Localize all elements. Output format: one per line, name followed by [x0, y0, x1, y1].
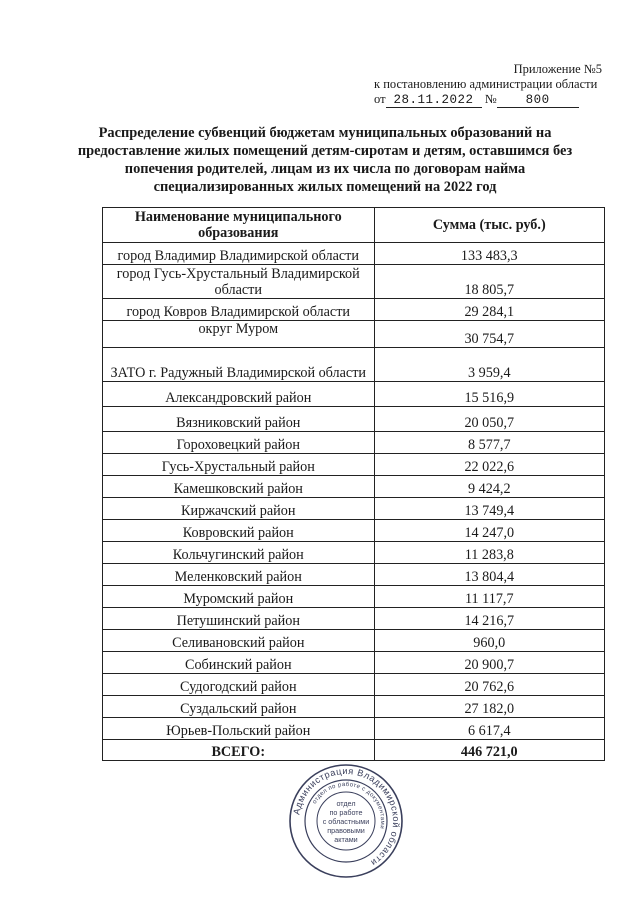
row-name: Собинский район [103, 652, 375, 674]
row-sum: 20 900,7 [374, 652, 604, 674]
row-sum: 8 577,7 [374, 432, 604, 454]
row-name: Селивановский район [103, 630, 375, 652]
stamp-center-line: по работе [329, 808, 363, 817]
resolution-date: 28.11.2022 [386, 94, 482, 108]
table-row [103, 243, 605, 265]
row-name: город Гусь-Хрустальный Владимирской области [103, 265, 375, 299]
table-row [103, 674, 605, 696]
table-row [103, 718, 605, 740]
row-sum: 3 959,4 [374, 348, 604, 382]
row-name: Кольчугинский район [103, 542, 375, 564]
table-row [103, 476, 605, 498]
row-name: город Владимир Владимирской области [103, 243, 375, 265]
table-row [103, 407, 605, 432]
table-row [103, 382, 605, 407]
table-row [103, 630, 605, 652]
table-total-row [103, 740, 605, 761]
row-sum: 14 216,7 [374, 608, 604, 630]
row-sum: 960,0 [374, 630, 604, 652]
row-name: Гороховецкий район [103, 432, 375, 454]
table-row [103, 348, 605, 382]
row-sum: 18 805,7 [374, 265, 604, 299]
table-row [103, 454, 605, 476]
table-row [103, 696, 605, 718]
appendix-date-number [374, 92, 610, 108]
official-stamp-icon [287, 762, 405, 880]
row-sum: 13 749,4 [374, 498, 604, 520]
table-row [103, 608, 605, 630]
stamp-center-line: отдел [336, 799, 356, 808]
row-sum: 11 117,7 [374, 586, 604, 608]
table-row [103, 299, 605, 321]
table-row [103, 564, 605, 586]
stamp-outer-text: Администрация Владимирской области [291, 765, 402, 869]
row-name: Суздальский район [103, 696, 375, 718]
row-name: Камешковский район [103, 476, 375, 498]
row-sum: 22 022,6 [374, 454, 604, 476]
table-row [103, 321, 605, 348]
appendix-block [374, 62, 610, 108]
row-sum: 14 247,0 [374, 520, 604, 542]
table-row [103, 652, 605, 674]
distribution-table [102, 207, 605, 761]
row-sum: 9 424,2 [374, 476, 604, 498]
row-name: Киржачский район [103, 498, 375, 520]
row-name: округ Муром [103, 321, 375, 348]
row-sum: 29 284,1 [374, 299, 604, 321]
row-sum: 13 804,4 [374, 564, 604, 586]
row-name: Вязниковский район [103, 407, 375, 432]
date-prefix: от [374, 92, 386, 106]
header-sum: Сумма (тыс. руб.) [374, 208, 604, 243]
table-row [103, 520, 605, 542]
header-municipality: Наименование муниципального образования [103, 208, 375, 243]
row-name: Муромский район [103, 586, 375, 608]
row-sum: 11 283,8 [374, 542, 604, 564]
row-sum: 15 516,9 [374, 382, 604, 407]
stamp-inner-text: отдел по работе с документами [311, 781, 386, 830]
stamp-center-line: актами [334, 835, 358, 844]
number-prefix: № [484, 92, 497, 106]
row-name: Меленковский район [103, 564, 375, 586]
row-name: город Ковров Владимирской области [103, 299, 375, 321]
total-sum: 446 721,0 [374, 740, 604, 761]
table-row [103, 498, 605, 520]
total-label: ВСЕГО: [103, 740, 375, 761]
row-name: Судогодский район [103, 674, 375, 696]
row-name: Петушинский район [103, 608, 375, 630]
stamp-center-line: с областными [322, 817, 370, 826]
stamp-center-line: правовыми [327, 826, 365, 835]
row-sum: 20 050,7 [374, 407, 604, 432]
table-header-row [103, 208, 605, 243]
table-row [103, 586, 605, 608]
document-title: Распределение субвенций бюджетам муниципальных образований на предоставление жилых помещений детям-сиротам и детям, оставшимся без попечения родителей, лицам из их числа по договорам найма специализированных жилых помещений на 2022 год [77, 125, 573, 195]
row-sum: 27 182,0 [374, 696, 604, 718]
row-sum: 133 483,3 [374, 243, 604, 265]
row-sum: 6 617,4 [374, 718, 604, 740]
row-name: Юрьев-Польский район [103, 718, 375, 740]
row-sum: 30 754,7 [374, 321, 604, 348]
appendix-label: Приложение №5 [513, 62, 602, 76]
row-name: Ковровский район [103, 520, 375, 542]
appendix-reference: к постановлению администрации области [374, 77, 598, 91]
resolution-number: 800 [497, 94, 579, 108]
row-name: ЗАТО г. Радужный Владимирской области [103, 348, 375, 382]
row-name: Гусь-Хрустальный район [103, 454, 375, 476]
row-sum: 20 762,6 [374, 674, 604, 696]
table-row [103, 432, 605, 454]
row-name: Александровский район [103, 382, 375, 407]
table-row [103, 265, 605, 299]
table-row [103, 542, 605, 564]
